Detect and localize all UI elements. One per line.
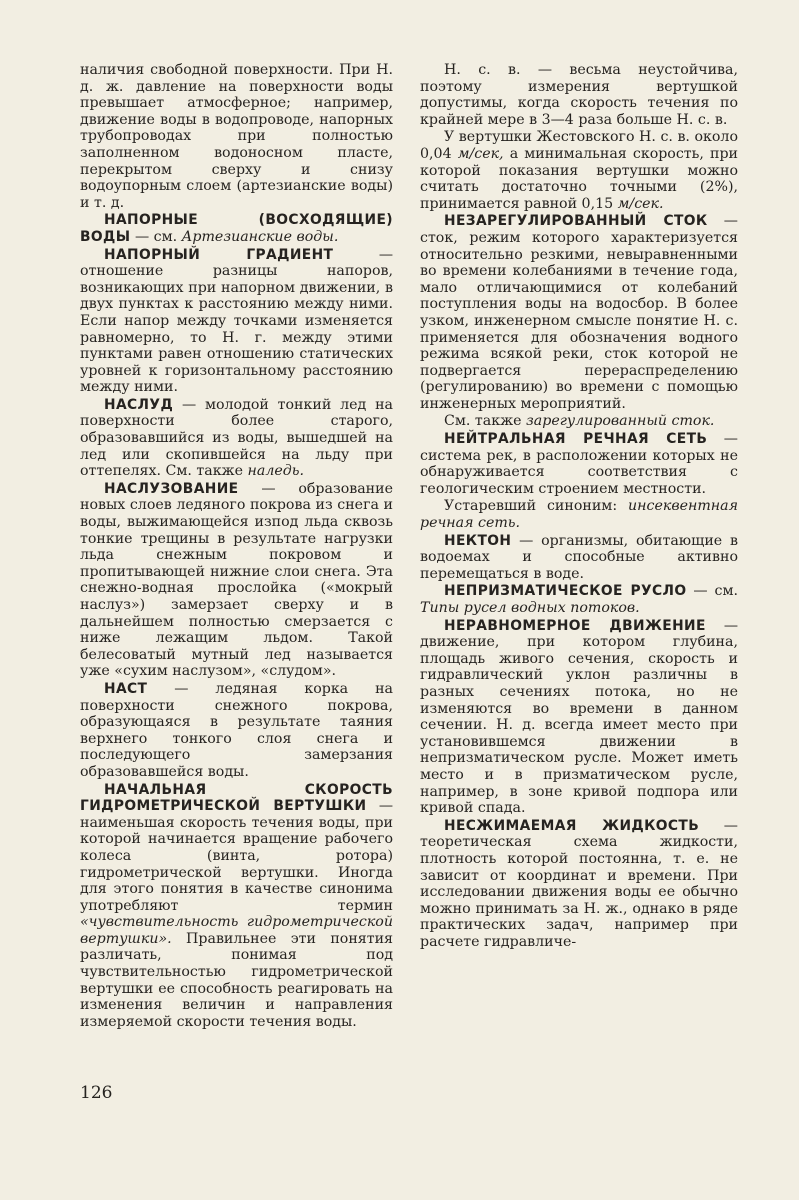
entry-text: — отношение разницы напоров, возникающих при напорном движении, в двух пунктах к расстоянию между ними. Если напор между точками изменяется равномерно, то Н. г. между этими пунктами равен отношению статических уровней к горизонтальному расстоянию между ними. bbox=[80, 246, 394, 396]
entry-text: Н. с. в. — весьма неустойчива, поэтому измерения вертушкой допустимы, когда скорость течения по крайней мере в 3—4 раза больше Н. с. в. bbox=[420, 62, 738, 128]
right-column bbox=[420, 62, 738, 951]
entry-text-tail: Правильнее эти понятия различать, понимая под чувствительностью гидрометрической вертушки ее способность реагировать на изменения величин и направления измеряемой скорости течения воды. bbox=[80, 930, 393, 1030]
page-number: 126 bbox=[80, 1083, 113, 1103]
entry-term: НАПОРНЫЙ ГРАДИЕНТ bbox=[104, 246, 334, 263]
entry-term: НЕСЖИМАЕМАЯ ЖИДКОСТЬ bbox=[444, 817, 700, 834]
entry-text: См. также bbox=[444, 413, 527, 430]
entry-synonym bbox=[420, 498, 738, 531]
entry-text: — ледяная корка на поверхности снежного покрова, образующаяся в результате таяния верхнего тонкого слоя снега и последующего замерзания образовавшейся воды. bbox=[80, 680, 393, 780]
entry-nekton bbox=[420, 533, 738, 583]
unit-text: м/сек. bbox=[617, 195, 664, 212]
entry-text: — молодой тонкий лед на поверхности более старого, образовавшийся из воды, вышедшей на лед или скопившейся на льду при оттепелях. См. также bbox=[80, 396, 393, 480]
entry-text: — наименьшая скорость течения воды, при которой начинается вращение рабочего колеса (винта, ротора) гидрометрической вертушки. Иногда для этого понятия в качестве синонима употребляют термин bbox=[80, 798, 394, 914]
entry-neravnomernoe-dvizhenie bbox=[420, 618, 738, 817]
entry-neprizmaticheskoe-ruslo bbox=[420, 583, 738, 616]
entry-text: наличия свободной поверхности. При Н. д. ж. давление на поверхности воды превышает атмосферное; например, движение воды в водопроводе, напорных трубопроводах при полностью заполненном водоносном пласте, перекрытом сверху и снизу водоупорным слоем (артезианские воды) и т. д. bbox=[80, 62, 393, 211]
entry-neitralnaya-set bbox=[420, 431, 738, 497]
entry-term: НАСЛУД bbox=[104, 396, 174, 413]
entry-continuation bbox=[80, 62, 393, 211]
entry-term: НЕЗАРЕГУЛИРОВАННЫЙ СТОК bbox=[444, 213, 708, 230]
entry-text: — система рек, в расположении которых не обнаруживается соответствия с геологическим строением местности. bbox=[420, 431, 738, 497]
entry-text-tail: а минимальная скорость, при которой показания вертушки можно считать достаточно точными (2%), принимается равной 0,15 bbox=[420, 145, 738, 212]
entry-term: НЕПРИЗМАТИЧЕСКОЕ РУСЛО bbox=[444, 583, 687, 600]
see-reference: инсеквентная речная сеть. bbox=[420, 498, 738, 532]
entry-term: НАПОРНЫЕ (ВОСХОДЯЩИЕ) ВОДЫ bbox=[80, 212, 393, 245]
entry-text: — см. bbox=[130, 228, 182, 245]
unit-text: м/сек, bbox=[457, 145, 504, 162]
entry-text: У вертушки Жестовского Н. с. в. около 0,04 bbox=[420, 129, 738, 162]
entry-term: НЕРАВНОМЕРНОЕ ДВИЖЕНИЕ bbox=[444, 617, 706, 634]
entry-text: — образование новых слоев ледяного покрова из снега и воды, выжимающейся изпод льда сквозь тонкие трещины в результате нагрузки льда снежным покровом и пропитывающей нижние слои снега. Эта снежно-водная прослойка («мокрый наслуз») замерзает сверху и в дальнейшем полностью смерзается с ниже лежащим льдом. Такой белесоватый мутный лед называется уже «сухим наслузом», «слудом». bbox=[80, 480, 393, 680]
entry-nast bbox=[80, 681, 393, 781]
entry-text: — теоретическая схема жидкости, плотность которой постоянна, т. е. не зависит от координат и времени. При исследовании движения воды ее обычно можно принимать за Н. ж., однако в ряде практических задач, например при расчете гидравличе- bbox=[420, 817, 738, 950]
entry-text: — организмы, обитающие в водоемах и способные активно перемещаться в воде. bbox=[420, 532, 738, 582]
entry-napornye-vody bbox=[80, 212, 393, 245]
see-reference: «чувствительность гидрометрической вертушки». bbox=[80, 914, 393, 947]
left-column bbox=[80, 62, 393, 1031]
see-reference: Артезианские воды. bbox=[181, 228, 339, 245]
entry-text: — движение, при котором глубина, площадь живого сечения, скорость и гидравлический уклон различны в разных сечениях потока, но не изменяются во времени в данном сечении. Н. д. всегда имеет место при установившемся движении в непризматическом русле. Может иметь место и в призматическом русле, например, в зоне кривой подпора или кривой спада. bbox=[420, 617, 739, 817]
entry-nachalnaya-skorost bbox=[80, 782, 393, 1031]
entry-term: НАЧАЛЬНАЯ СКОРОСТЬ ГИДРОМЕТРИЧЕСКОЙ ВЕРТУШКИ bbox=[80, 781, 393, 815]
entry-term: НЕЙТРАЛЬНАЯ РЕЧНАЯ СЕТЬ bbox=[444, 431, 708, 448]
entry-napornyi-gradient bbox=[80, 247, 393, 396]
entry-continuation bbox=[420, 62, 738, 128]
see-reference: Типы русел водных потоков. bbox=[420, 600, 640, 616]
entry-term: НАСТ bbox=[104, 680, 148, 697]
entry-text: Устаревший синоним: bbox=[444, 498, 629, 515]
entry-vertushka-zhestovskogo bbox=[420, 129, 738, 212]
entry-see-also bbox=[420, 413, 738, 430]
entry-nasluzovanie bbox=[80, 481, 393, 680]
entry-term: НАСЛУЗОВАНИЕ bbox=[104, 480, 239, 497]
see-reference: наледь. bbox=[247, 463, 304, 480]
see-reference: зарегулированный сток. bbox=[526, 413, 715, 430]
entry-neszhimaemaya-zhidkost bbox=[420, 818, 738, 951]
entry-text: — сток, режим которого характеризуется относительно резкими, невыравненными во времени колебаниями в течение года, мало отличающимися от колебаний поступления воды на водосбор. В более узком, инженерном смысле понятие Н. с. применяется для обозначения водного режима всякой реки, сток которой не подвергается перераспределению (регулированию) во времени с помощью инженерных мероприятий. bbox=[420, 213, 738, 412]
entry-text: — см. bbox=[686, 583, 739, 600]
entry-nezaregulirovannyi-stok bbox=[420, 213, 738, 412]
entry-naslud bbox=[80, 397, 393, 480]
entry-term: НЕКТОН bbox=[444, 532, 512, 549]
